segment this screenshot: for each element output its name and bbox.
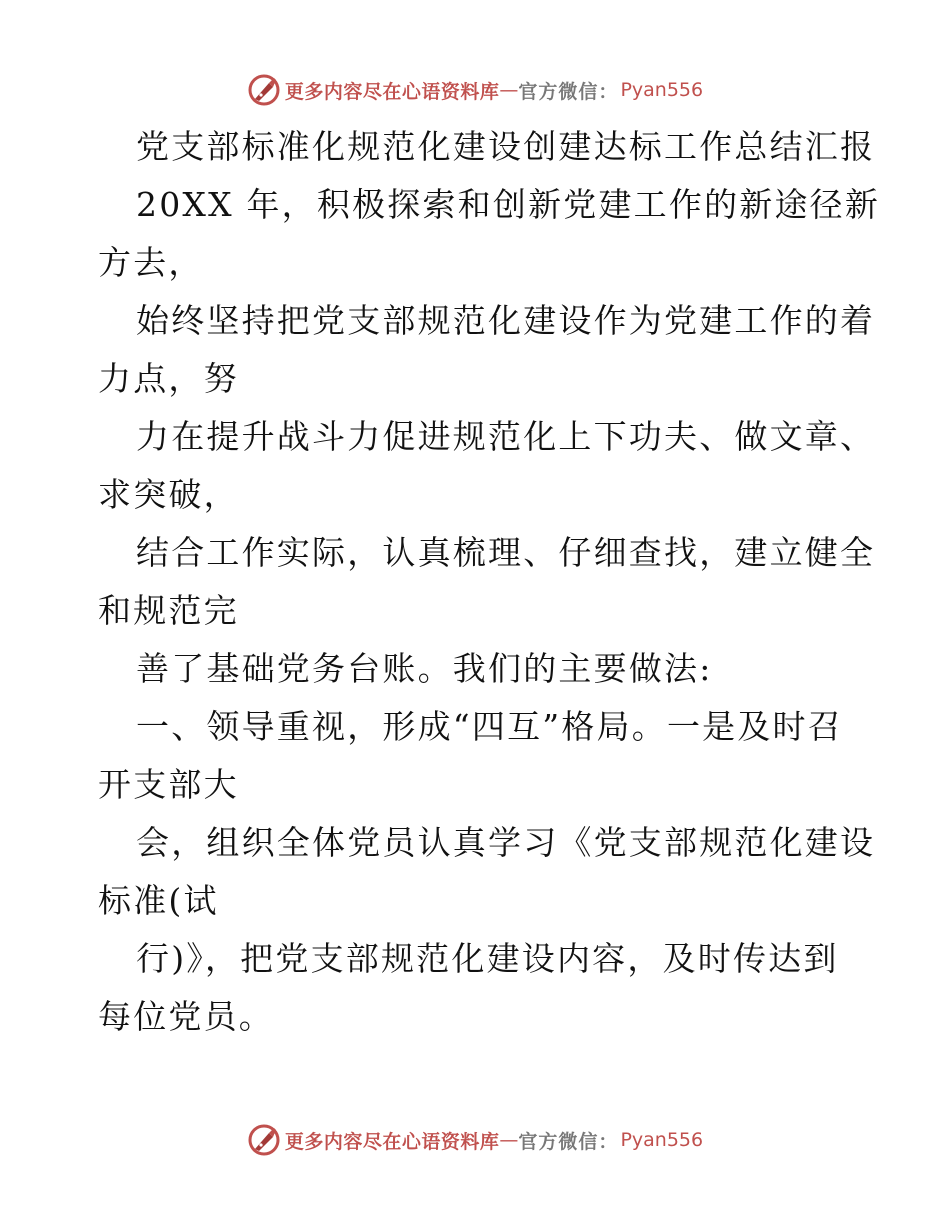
banner-wechat-id: Pyan556 (620, 1129, 704, 1151)
banner-wechat-label: 官方微信： (518, 1130, 619, 1153)
paragraph-line: 每位党员。 (98, 997, 274, 1036)
banner-wechat-id: Pyan556 (620, 79, 704, 101)
paragraph-line: 会，组织全体党员认真学习《党支部规范化建设 (136, 823, 876, 862)
paragraph-line: 一、领导重视，形成“四互”格局。一是及时召 (136, 707, 843, 746)
banner-main-text: 更多内容尽在心语资料库 (284, 1130, 500, 1153)
paragraph-line: 开支部大 (98, 765, 239, 804)
paragraph-line: 标准(试 (98, 881, 219, 920)
header-banner (0, 70, 950, 110)
banner-main-text: 更多内容尽在心语资料库 (284, 80, 500, 103)
paragraph-line: 力点，努 (98, 359, 239, 398)
paragraph-line: 求突破， (98, 475, 239, 514)
paragraph-line: 始终坚持把党支部规范化建设作为党建工作的着 (136, 301, 876, 340)
document-body (98, 118, 881, 1046)
banner-dash: — (499, 1129, 519, 1151)
banner-dash: — (499, 79, 519, 101)
paragraph-line: 善了基础党务台账。我们的主要做法: (136, 649, 713, 688)
paragraph-line: 行)》，把党支部规范化建设内容，及时传达到 (136, 939, 839, 978)
paragraph-line: 20XX 年，积极探索和创新党建工作的新途径新 (136, 185, 881, 224)
banner-wechat-label: 官方微信： (518, 80, 619, 103)
pen-nib-logo-icon (247, 73, 281, 107)
paragraph-line: 和规范完 (98, 591, 239, 630)
document-title: 党支部标准化规范化建设创建达标工作总结汇报 (136, 127, 876, 166)
paragraph-line: 力在提升战斗力促进规范化上下功夫、做文章、 (136, 417, 876, 456)
pen-nib-logo-icon (247, 1123, 281, 1157)
footer-banner (0, 1120, 950, 1160)
paragraph-line: 方去， (98, 243, 204, 282)
paragraph-line: 结合工作实际，认真梳理、仔细查找，建立健全 (136, 533, 876, 572)
